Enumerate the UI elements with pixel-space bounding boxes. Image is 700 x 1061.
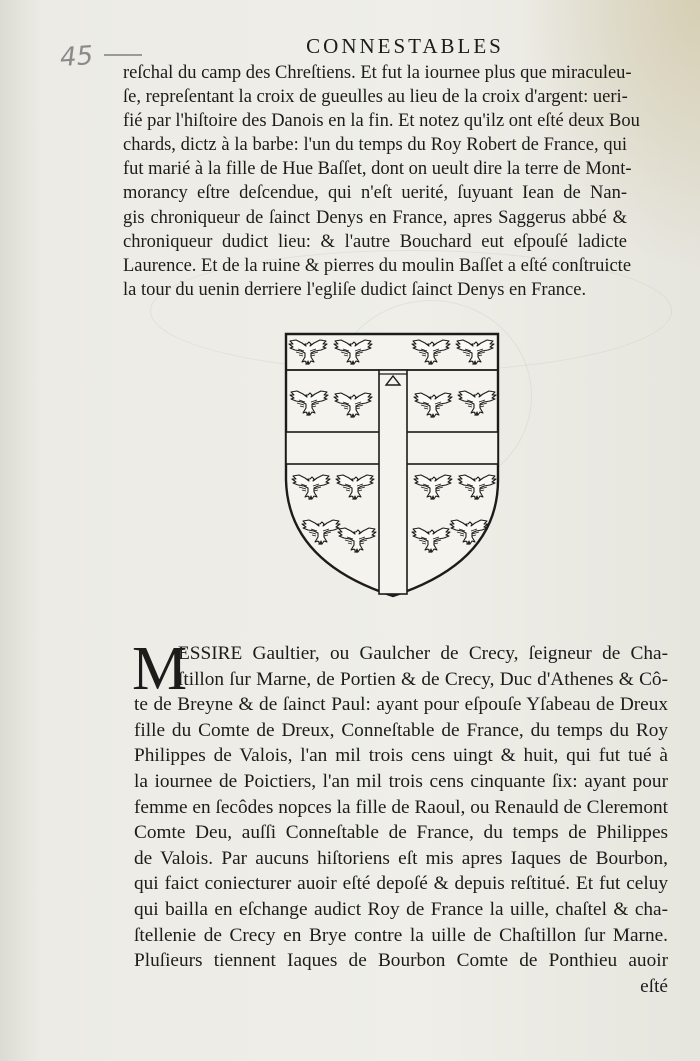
- text-line: chards, dictz à la barbe: l'un du temps du Roy Robert de France, qui: [123, 135, 627, 156]
- paragraph-1: [123, 61, 640, 302]
- text-line: Comte Deu, auſſi Conneſtable de France, du temps de Philippes: [134, 822, 668, 844]
- text-line: Laurence. Et de la ruine & pierres du moulin Baſſet a eſté conſtruicte: [123, 255, 632, 276]
- text-line: ſtellenie de Crecy en Brye contre la uille de Chaſtillon ſur Marne.: [134, 924, 668, 946]
- paragraph-2: [132, 635, 668, 999]
- drop-cap: M: [132, 635, 188, 703]
- text-line: la iournee de Poictiers, l'an mil trois cens cinquante ſix: ayant pour: [134, 770, 668, 792]
- text-line: ESSIRE Gaultier, ou Gaulcher de Crecy, ſeigneur de Cha-: [178, 643, 668, 664]
- text-line: de Valois. Par aucuns hiſtoriens eſt mis apres Iaques de Bourbon,: [134, 847, 668, 869]
- coat-of-arms: [282, 330, 504, 600]
- text-line: chroniqueur dudict lieu: & l'autre Bouchard eut eſpouſé ladicte: [123, 231, 627, 252]
- running-title: CONNESTABLES: [306, 34, 504, 58]
- text-line: te de Breyne & de ſainct Paul: ayant pour eſpouſe Yſabeau de Dreux: [134, 694, 668, 716]
- text-line: gis chroniqueur de ſainct Denys en France, apres Saggerus abbé &: [123, 207, 627, 228]
- text-line: fut marié à la fille de Hue Baſſet, dont on ueult dire la terre de Mont-: [123, 159, 632, 180]
- text-line: ſe, repreſentant la croix de gueulles au lieu de la croix d'argent: ueri-: [123, 87, 628, 108]
- text-line: morancy eſtre deſcendue, qui n'eſt uerité, ſuyuant Iean de Nan-: [123, 183, 627, 204]
- text-line: reſchal du camp des Chreſtiens. Et fut la iournee plus que miraculeu-: [123, 63, 632, 83]
- text-line: qui bailla en eſchange audict Roy de France la uille, chaſtel & cha-: [134, 898, 668, 920]
- folio-number: 45: [58, 40, 95, 74]
- text-line: qui faict coniecturer auoir eſté depoſé & depuis reſtitué. Et fut celuy: [134, 873, 668, 895]
- text-line: Philippes de Valois, l'an mil trois cens uingt & huit, qui fut tué à: [134, 745, 668, 767]
- text-line: fille du Comte de Dreux, Conneſtable de France, du temps du Roy: [134, 719, 668, 741]
- text-line: femme en ſecôdes nopces la fille de Raoul, ou Renauld de Cleremont: [134, 796, 668, 818]
- text-line: ſtillon ſur Marne, de Portien & de Crecy, Duc d'Athenes & Cô-: [178, 668, 668, 690]
- text-line: la tour du uenin derriere l'egliſe dudict ſainct Denys en France.: [123, 279, 587, 300]
- text-line: fié par l'hiſtoire des Danois en la fin. Et notez qu'ilz ont eſté deux Bou: [123, 111, 640, 132]
- text-line: Pluſieurs tiennent Iaques de Bourbon Comte de Ponthieu auoir: [134, 950, 668, 972]
- catchword: eſté: [640, 975, 668, 997]
